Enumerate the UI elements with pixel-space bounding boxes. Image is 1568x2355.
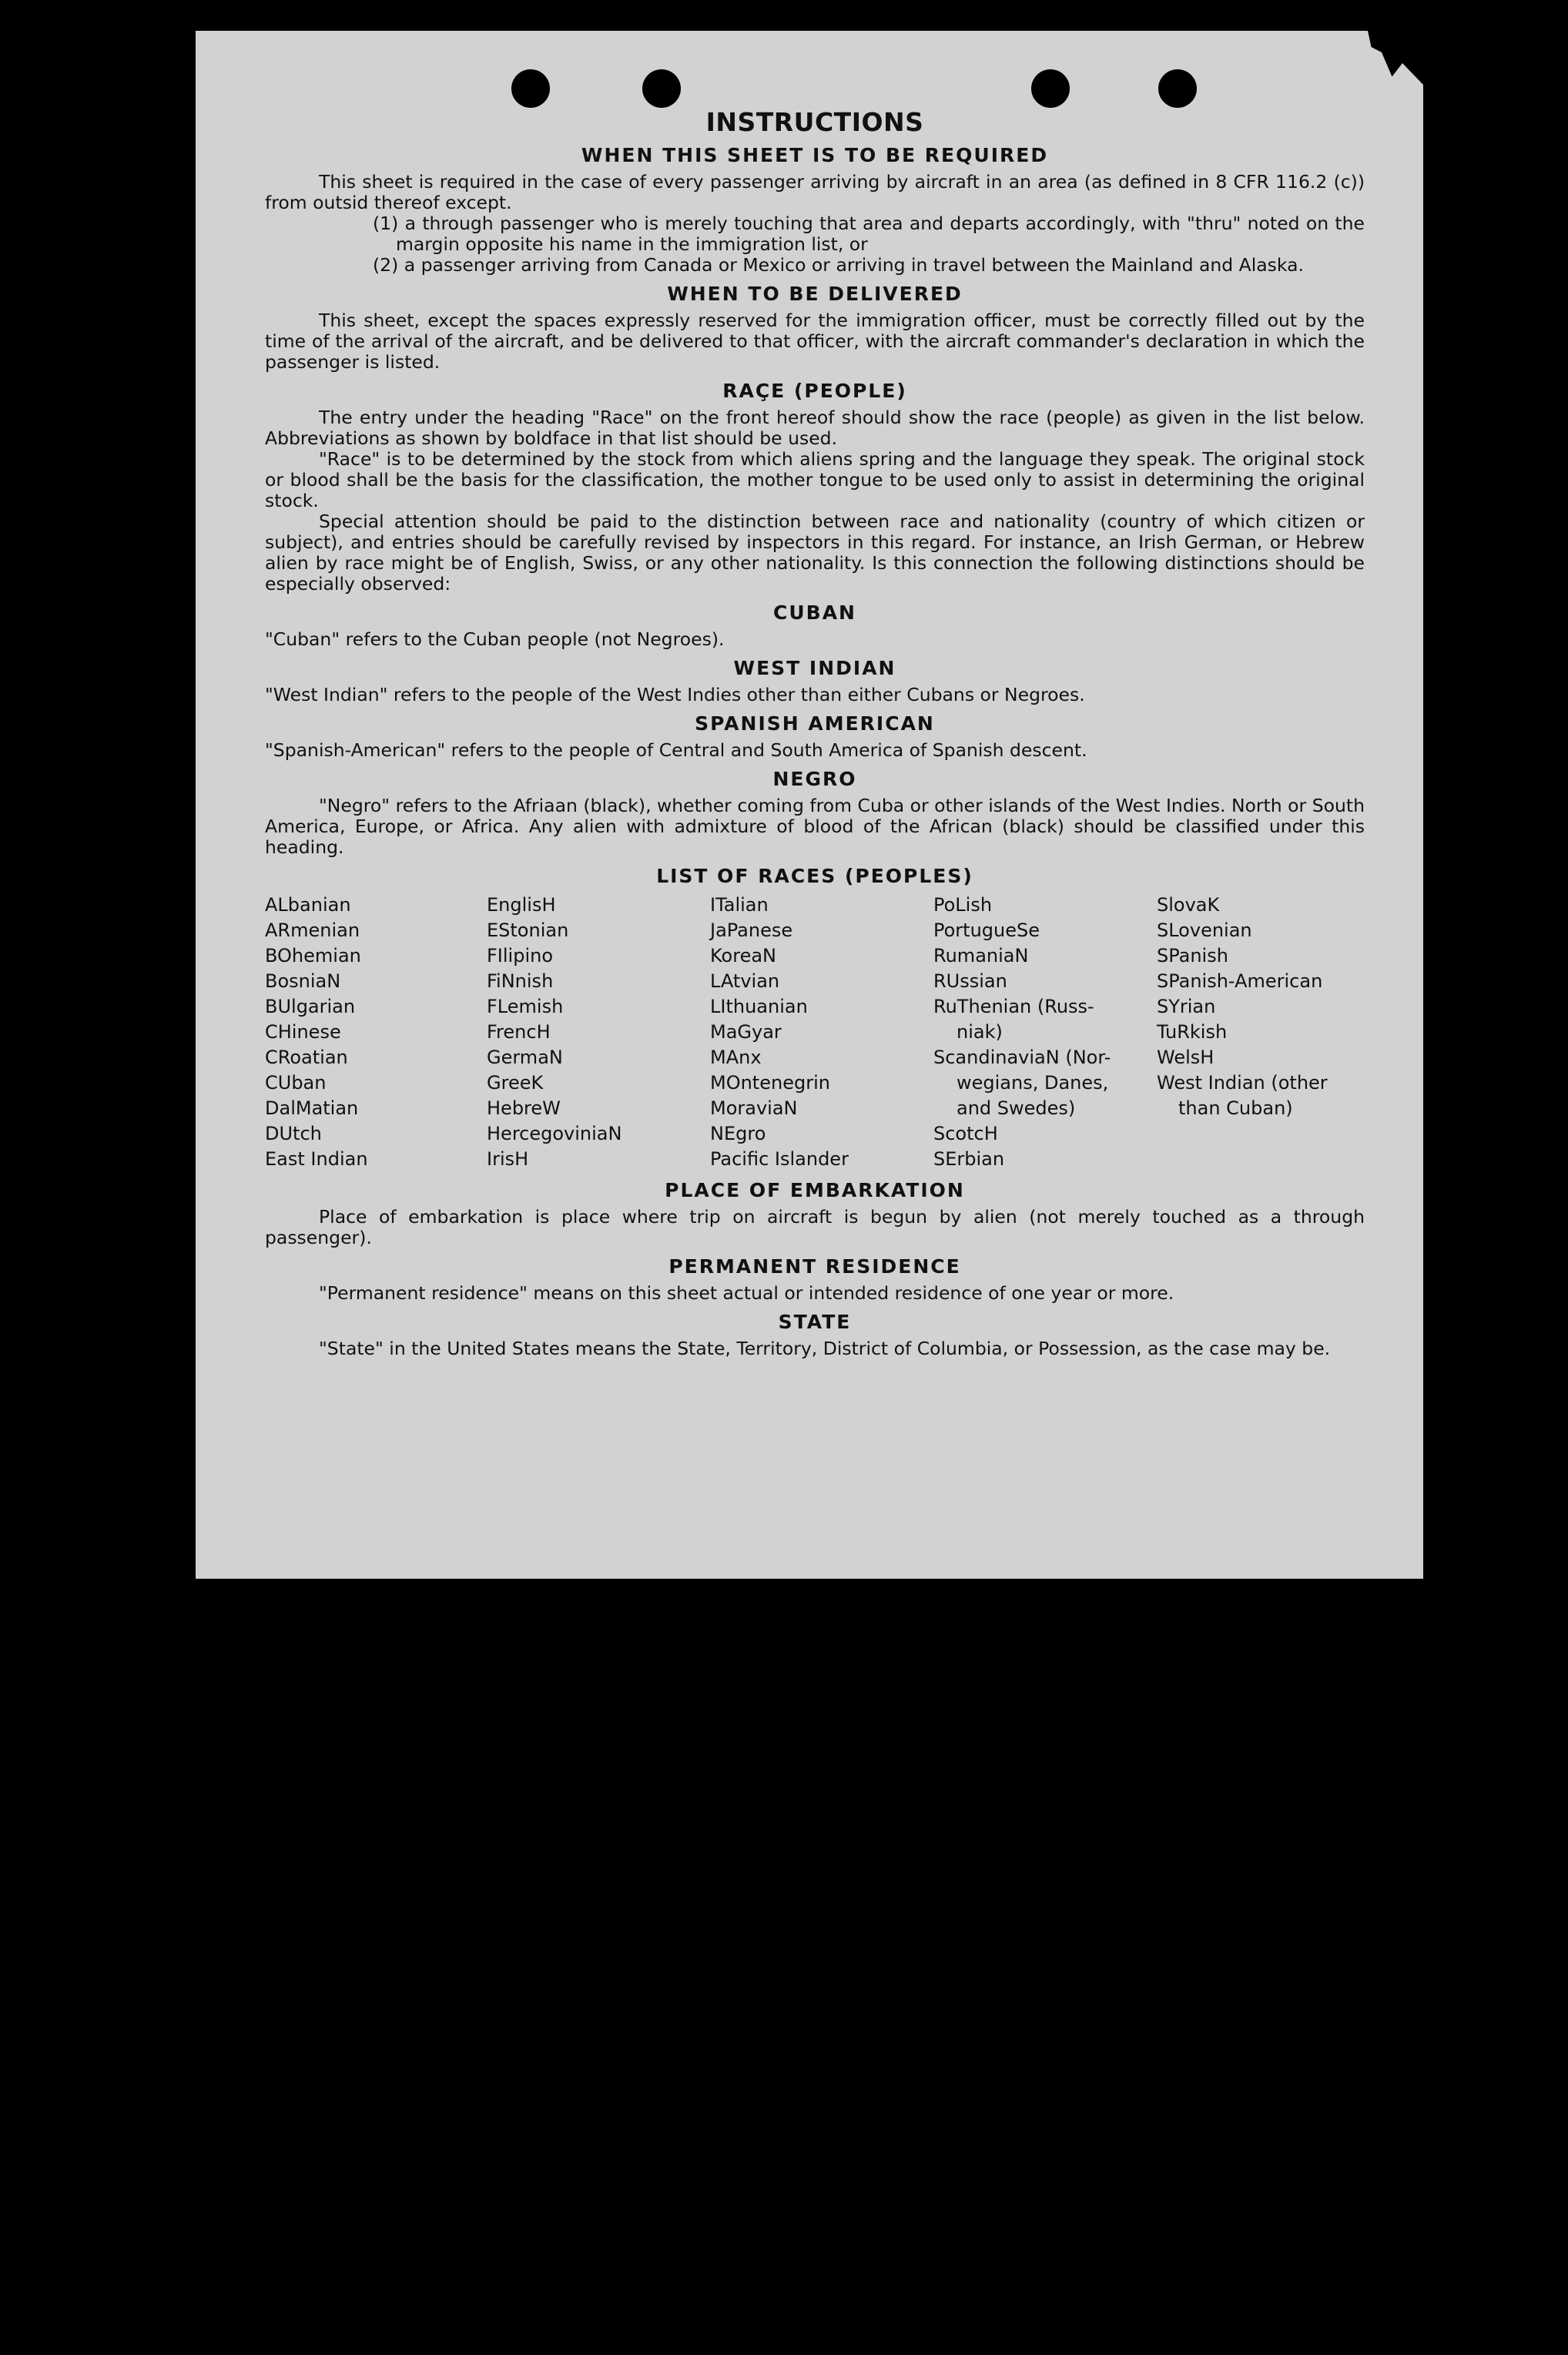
race-item: FIlipino — [487, 945, 554, 966]
race-item: ScandinaviaN (Nor- — [933, 1047, 1111, 1068]
heading-state: STATE — [778, 1311, 852, 1333]
heading-race: RAÇE (PEOPLE) — [722, 380, 907, 402]
torn-corner — [1354, 31, 1423, 85]
race-item: PoLish — [933, 894, 993, 916]
race-item: LAtvian — [710, 970, 780, 992]
paragraph: "Negro" refers to the Afriaan (black), whether coming from Cuba or other islands of the West Indies. North or South America, Europe, or Africa. Any alien with admixture of blood of the African (black) should be classified under this heading. — [265, 795, 1365, 858]
race-item: HebreW — [487, 1097, 561, 1119]
race-item: HercegoviniaN — [487, 1123, 622, 1144]
paragraph: "Race" is to be determined by the stock from which aliens spring and the language they speak. The original stock or blood shall be the basis for the classification, the mother tongue to be used only to assist in determining the original stock. — [265, 448, 1365, 511]
race-item: TuRkish — [1157, 1021, 1228, 1043]
paragraph: "Cuban" refers to the Cuban people (not Negroes). — [265, 628, 725, 650]
heading-races-list: LIST OF RACES (PEOPLES) — [656, 865, 973, 887]
punch-hole — [1158, 69, 1197, 108]
race-item: JaPanese — [710, 920, 793, 941]
race-item: IrisH — [487, 1148, 529, 1170]
race-item: ARmenian — [265, 920, 360, 941]
race-item: SLovenian — [1157, 920, 1252, 941]
paragraph: The entry under the heading "Race" on the front hereof should show the race (people) as given in the list below. Abbreviations as shown by boldface in that list should be used. — [265, 407, 1365, 449]
race-item: MOntenegrin — [710, 1072, 830, 1094]
race-item: BOhemian — [265, 945, 361, 966]
race-item: RUssian — [933, 970, 1007, 992]
list-item: (1) a through passenger who is merely touching that area and departs accordingly, with "thru" noted on the margin opposite his name in the immigration list, or — [373, 213, 1365, 255]
race-item: West Indian (other — [1157, 1072, 1328, 1094]
paragraph: "Permanent residence" means on this sheet actual or intended residence of one year or more. — [319, 1282, 1174, 1304]
race-item: BosniaN — [265, 970, 341, 992]
race-item: SErbian — [933, 1148, 1005, 1170]
races-column-2 — [487, 893, 710, 1172]
race-item: East Indian — [265, 1148, 368, 1170]
race-item: than Cuban) — [1178, 1097, 1293, 1119]
race-item: LIthuanian — [710, 996, 808, 1017]
races-column-5 — [1157, 893, 1365, 1172]
race-item: wegians, Danes, — [957, 1072, 1109, 1094]
race-item: FiNnish — [487, 970, 554, 992]
heading-negro: NEGRO — [772, 768, 857, 790]
document-sheet — [196, 31, 1423, 1579]
race-item: and Swedes) — [957, 1097, 1076, 1119]
race-item: SPanish — [1157, 945, 1228, 966]
heading-when-required: WHEN THIS SHEET IS TO BE REQUIRED — [581, 144, 1049, 166]
race-item: niak) — [957, 1021, 1003, 1043]
list-item: (2) a passenger arriving from Canada or Mexico or arriving in travel between the Mainland and Alaska. — [373, 254, 1304, 276]
race-item: MoraviaN — [710, 1097, 798, 1119]
race-item: DUtch — [265, 1123, 322, 1144]
punch-hole — [1031, 69, 1070, 108]
race-item: FLemish — [487, 996, 564, 1017]
heading-spanish-american: SPANISH AMERICAN — [695, 712, 935, 735]
heading-cuban: CUBAN — [773, 601, 856, 624]
race-item: ScotcH — [933, 1123, 998, 1144]
race-item: WelsH — [1157, 1047, 1215, 1068]
heading-west-indian: WEST INDIAN — [733, 657, 896, 679]
punch-hole — [511, 69, 550, 108]
race-item: GermaN — [487, 1047, 563, 1068]
paragraph: "West Indian" refers to the people of the West Indies other than either Cubans or Negroes. — [265, 684, 1085, 705]
races-column-3 — [710, 893, 933, 1172]
paragraph: This sheet is required in the case of every passenger arriving by aircraft in an area (as defined in 8 CFR 116.2 (c)) from outsid thereof except. — [265, 171, 1365, 213]
heading-embarkation: PLACE OF EMBARKATION — [665, 1179, 965, 1201]
races-list — [265, 893, 1365, 1172]
race-item: EStonian — [487, 920, 569, 941]
race-item: BUlgarian — [265, 996, 356, 1017]
race-item: PortugueSe — [933, 920, 1040, 941]
race-item: GreeK — [487, 1072, 544, 1094]
punch-hole — [642, 69, 681, 108]
heading-permanent-residence: PERMANENT RESIDENCE — [668, 1255, 961, 1278]
race-item: RuThenian (Russ- — [933, 996, 1094, 1017]
race-item: SYrian — [1157, 996, 1216, 1017]
paragraph: Place of embarkation is place where trip on aircraft is begun by alien (not merely touched as a through passenger). — [265, 1206, 1365, 1248]
paragraph: "Spanish-American" refers to the people of Central and South America of Spanish descent. — [265, 739, 1087, 761]
race-item: MaGyar — [710, 1021, 782, 1043]
race-item: KoreaN — [710, 945, 776, 966]
heading-when-delivered: WHEN TO BE DELIVERED — [667, 283, 963, 305]
races-column-4 — [933, 893, 1157, 1172]
race-item: ALbanian — [265, 894, 351, 916]
race-item: EnglisH — [487, 894, 556, 916]
race-item: CHinese — [265, 1021, 341, 1043]
race-item: MAnx — [710, 1047, 762, 1068]
instructions-content — [265, 108, 1365, 1359]
race-item: ITalian — [710, 894, 769, 916]
page-title: INSTRUCTIONS — [705, 107, 924, 137]
paragraph: Special attention should be paid to the distinction between race and nationality (country of which citizen or subject), and entries should be carefully revised by inspectors in this regard. For instance, an Irish German, or Hebrew alien by race might be of English, Swiss, or any other nationality. Is this connection the following distinctions should be especially observed: — [265, 511, 1365, 595]
race-item: NEgro — [710, 1123, 766, 1144]
paragraph: "State" in the United States means the State, Territory, District of Columbia, or Possession, as the case may be. — [319, 1338, 1331, 1359]
race-item: SlovaK — [1157, 894, 1220, 916]
race-item: RumaniaN — [933, 945, 1029, 966]
paragraph: This sheet, except the spaces expressly reserved for the immigration officer, must be correctly filled out by the time of the arrival of the aircraft, and be delivered to that officer, with the aircraft commander's declaration in which the passenger is listed. — [265, 310, 1365, 373]
races-column-1 — [265, 893, 487, 1172]
race-item: CUban — [265, 1072, 327, 1094]
race-item: CRoatian — [265, 1047, 348, 1068]
race-item: SPanish-American — [1157, 970, 1323, 992]
race-item: Pacific Islander — [710, 1148, 849, 1170]
race-item: DalMatian — [265, 1097, 359, 1119]
race-item: FrencH — [487, 1021, 551, 1043]
